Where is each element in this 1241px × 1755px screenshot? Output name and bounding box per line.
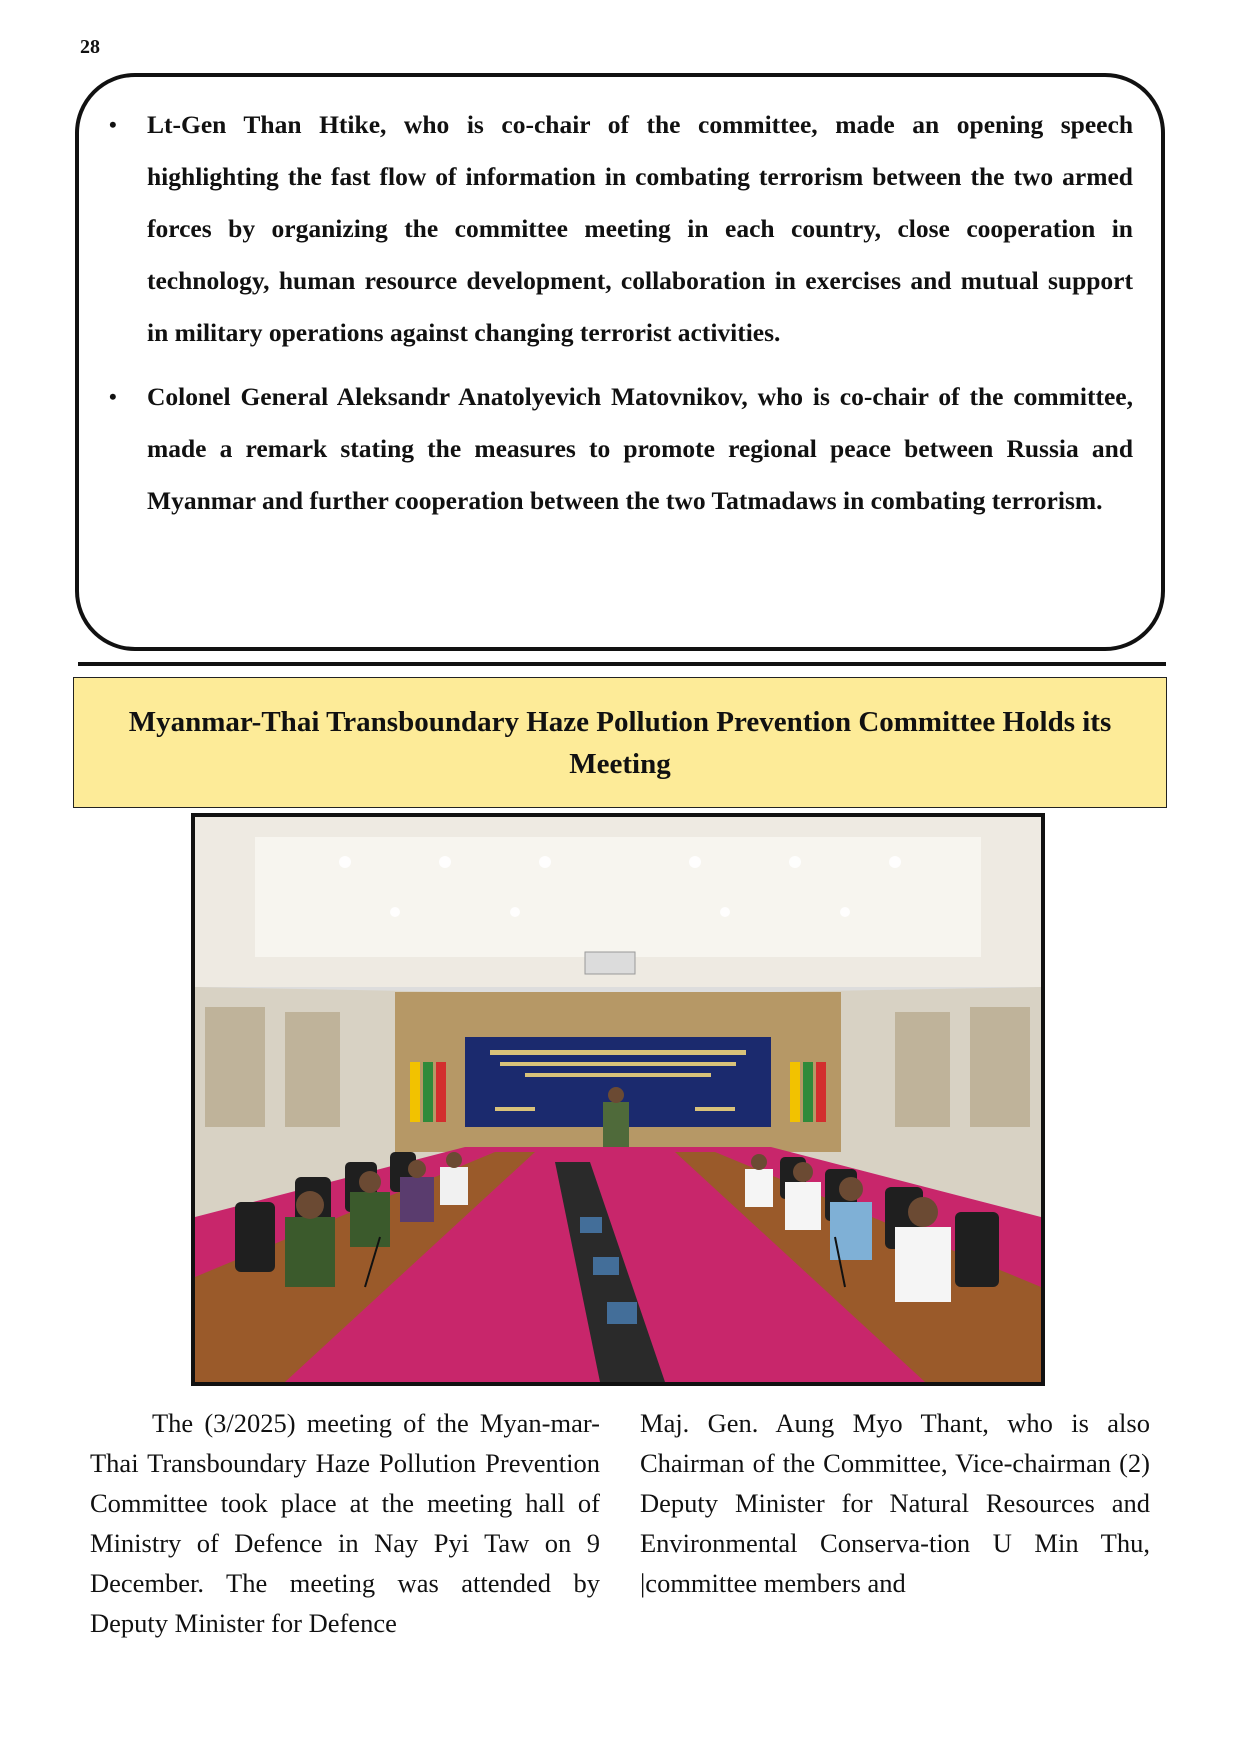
article-body [90,1403,1150,1643]
section-divider [78,662,1166,666]
bullet-dot-icon: • [109,384,117,409]
bullet-box [75,73,1165,651]
bullet-item [109,371,1133,527]
bullet-text: Lt-Gen Than Htike, who is co-chair of the committee, made an opening speech highlighting the fast flow of information in combating terrorism between the two armed forces by organizing the committee meeting in each country, close cooperation in technology, human resource development, collaboration in exercises and mutual support in military operations against changing terrorist activities. [147,110,1133,347]
article-column-right [640,1403,1150,1643]
article-paragraph: The (3/2025) meeting of the Myan-mar-Thai Transboundary Haze Pollution Prevention Committee took place at the meeting hall of Ministry of Defence in Nay Pyi Taw on 9 December. The meeting was attended by Deputy Minister for Defence [90,1408,600,1638]
article-paragraph: Maj. Gen. Aung Myo Thant, who is also Chairman of the Committee, Vice-chairman (2) Deputy Minister for Natural Resources and Environmental Conserva-tion U Min Thu, |committee members and [640,1408,1150,1598]
headline-box [73,677,1167,808]
bullet-list [109,99,1133,527]
bullet-text: Colonel General Aleksandr Anatolyevich Matovnikov, who is co-chair of the committee, made a remark stating the measures to promote regional peace between Russia and Myanmar and further cooperation between the two Tatmadaws in combating terrorism. [147,382,1133,515]
page-number: 28 [80,36,100,58]
meeting-hall-illustration [195,817,1041,1382]
article-headline: Myanmar-Thai Transboundary Haze Pollution Prevention Committee Holds its Meeting [128,705,1112,780]
meeting-photo [191,813,1045,1386]
bullet-item [109,99,1133,359]
article-column-left [90,1403,600,1643]
bullet-dot-icon: • [109,112,117,137]
